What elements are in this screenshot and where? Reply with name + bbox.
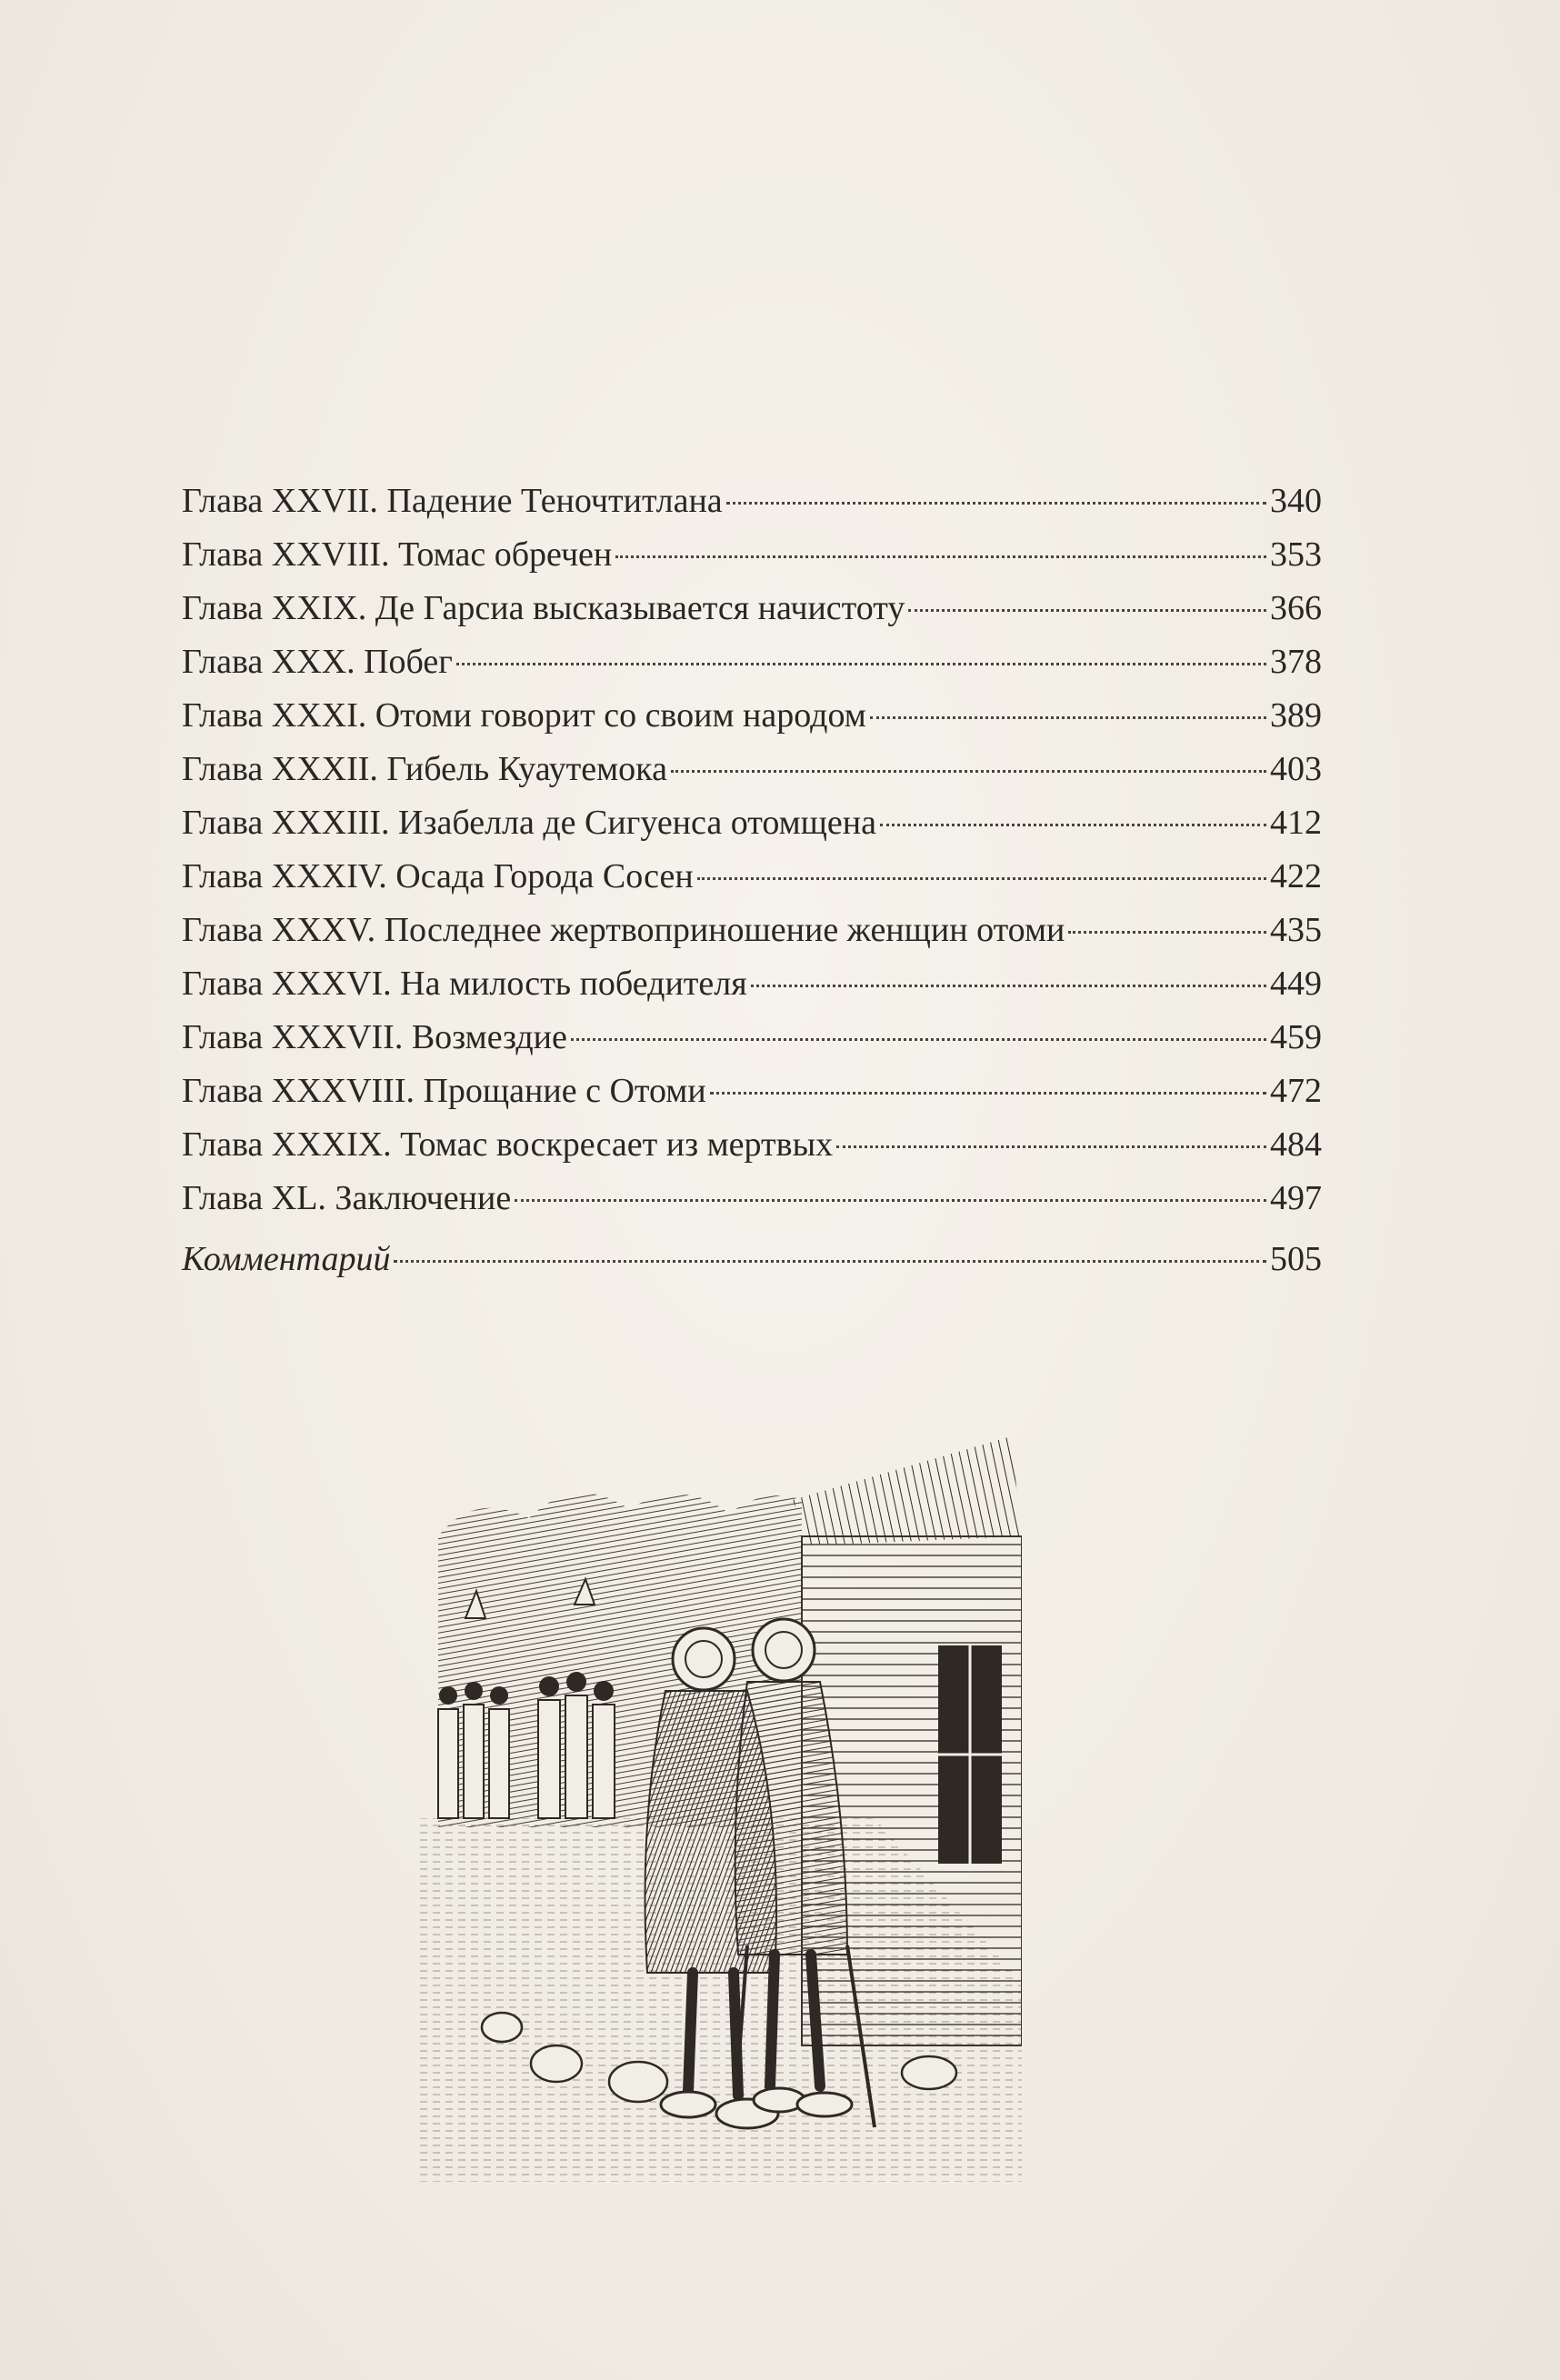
dot-leader — [515, 1199, 1266, 1202]
toc-entry-title: Глава XXXVIII. Прощание с Отоми — [182, 1072, 706, 1110]
dot-leader — [671, 770, 1266, 773]
toc-entry-page: 449 — [1270, 965, 1322, 1003]
dot-leader — [394, 1260, 1266, 1263]
dot-leader — [697, 877, 1266, 880]
toc-entry-page: 353 — [1270, 535, 1322, 574]
toc-entry-page: 435 — [1270, 911, 1322, 949]
toc-entry-title: Глава XXXIX. Томас воскресает из мертвых — [182, 1125, 834, 1164]
toc-entry-title: Глава XXXVI. На милость победителя — [182, 965, 747, 1003]
toc-entry-title: Глава XXVIII. Томас обречен — [182, 535, 613, 574]
engraving-illustration — [420, 1436, 1022, 2182]
toc-entry-page: 422 — [1270, 857, 1322, 895]
toc-entry-page: 366 — [1270, 589, 1322, 627]
toc-entry-page: 472 — [1270, 1072, 1322, 1110]
toc-entry[interactable] — [182, 957, 1322, 1011]
toc-entry-page: 389 — [1270, 696, 1322, 735]
dot-leader — [880, 824, 1266, 826]
dot-leader — [571, 1038, 1266, 1041]
engraving-illustration-icon — [420, 1436, 1022, 2182]
toc-entry[interactable] — [182, 582, 1322, 635]
toc-commentary-page: 505 — [1270, 1240, 1322, 1278]
toc-entry-title: Глава XXXV. Последнее жертвоприношение женщин отоми — [182, 911, 1065, 949]
toc-entry[interactable] — [182, 1065, 1322, 1118]
toc-entry[interactable] — [182, 850, 1322, 904]
dot-leader — [751, 985, 1266, 987]
toc-entry[interactable] — [182, 743, 1322, 796]
toc-entry-page: 412 — [1270, 804, 1322, 842]
toc-entry-page: 484 — [1270, 1125, 1322, 1164]
toc-entry-page: 403 — [1270, 750, 1322, 788]
toc-entry[interactable] — [182, 528, 1322, 582]
dot-leader — [1068, 931, 1266, 934]
toc-entry[interactable] — [182, 475, 1322, 528]
table-of-contents — [182, 475, 1322, 1286]
toc-entry-page: 340 — [1270, 482, 1322, 520]
toc-entry[interactable] — [182, 635, 1322, 689]
toc-entry-page: 378 — [1270, 643, 1322, 681]
toc-entry[interactable] — [182, 1118, 1322, 1172]
dot-leader — [710, 1092, 1266, 1095]
toc-entry[interactable] — [182, 1172, 1322, 1225]
toc-entry[interactable] — [182, 1011, 1322, 1065]
toc-entry[interactable] — [182, 689, 1322, 743]
dot-leader — [908, 609, 1266, 612]
toc-entry-title: Глава XXXVII. Возмездие — [182, 1018, 567, 1056]
toc-entry-title: Глава XXXII. Гибель Куаутемока — [182, 750, 667, 788]
toc-entry-title: Глава XXXIII. Изабелла де Сигуенса отомщена — [182, 804, 876, 842]
toc-entry[interactable] — [182, 796, 1322, 850]
toc-entry-title: Глава XXVII. Падение Теночтитлана — [182, 482, 723, 520]
dot-leader — [726, 502, 1266, 505]
toc-entry-title: Глава XXIX. Де Гарсиа высказывается начистоту — [182, 589, 905, 627]
dot-leader — [456, 663, 1266, 665]
toc-entry-title: Глава XXXI. Отоми говорит со своим народом — [182, 696, 866, 735]
toc-entry-page: 497 — [1270, 1179, 1322, 1217]
toc-commentary[interactable] — [182, 1233, 1322, 1286]
toc-entry-title: Глава XL. Заключение — [182, 1179, 512, 1217]
toc-commentary-title: Комментарий — [182, 1240, 391, 1278]
dot-leader — [870, 716, 1266, 719]
toc-entry-page: 459 — [1270, 1018, 1322, 1056]
toc-entry-title: Глава XXXIV. Осада Города Сосен — [182, 857, 694, 895]
toc-entry[interactable] — [182, 904, 1322, 957]
dot-leader — [615, 555, 1266, 558]
dot-leader — [836, 1145, 1266, 1148]
toc-entry-title: Глава XXX. Побег — [182, 643, 453, 681]
